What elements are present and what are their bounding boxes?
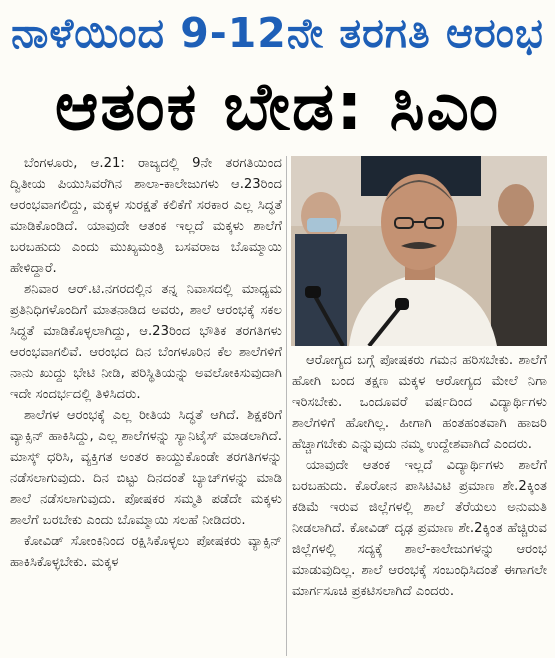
article-paragraph: ಬೆಂಗಳೂರು, ಆ.21: ರಾಜ್ಯದಲ್ಲಿ 9ನೇ ತರಗತಿಯಿಂದ ದ್ವಿತೀಯ ಪಿಯುಸಿವರೆಗಿನ ಶಾಲಾ-ಕಾಲೇಜುಗಳು ಆ.23ರಿಂದ ಆರಂಭವಾಗಲಿದ್ದು, ಮಕ್ಕಳ ಸುರಕ್ಷತೆ ಕಲಿಕೆಗೆ ಸರಕಾರ ಎಲ್ಲ ಸಿದ್ಧತೆ ಮಾಡಿಕೊಂಡಿದೆ. ಯಾವುದೇ ಆತಂಕ ಇಲ್ಲದೆ ಮಕ್ಕಳು ಶಾಲೆಗೆ ಬರಬಹುದು ಎಂದು ಮುಖ್ಯಮಂತ್ರಿ ಬಸವರಾಜ ಬೊಮ್ಮಾಯಿ ಹೇಳಿದ್ದಾರೆ. — [10, 156, 282, 276]
article-paragraph: ಕೋವಿಡ್ ಸೋಂಕಿನಿಂದ ರಕ್ಷಿಸಿಕೊಳ್ಳಲು ಪೋಷಕರು ವ್ಯಾಕ್ಸಿನ್ ಹಾಕಿಸಿಕೊಳ್ಳಬೇಕು. ಮಕ್ಕಳ — [10, 534, 282, 570]
kicker-headline: ನಾಳೆಯಿಂದ 9-12ನೇ ತರಗತಿ ಆರಂಭ — [11, 9, 544, 57]
article-paragraph: ಯಾವುದೇ ಆತಂಕ ಇಲ್ಲದೆ ವಿದ್ಯಾರ್ಥಿಗಳು ಶಾಲೆಗೆ ಬರಬಹುದು. ಕೊರೋನ ಪಾಸಿಟಿವಿಟಿ ಪ್ರಮಾಣ ಶೇ.2ಕ್ಕಿಂತ ಕಡಿಮೆ ಇರುವ ಜಿಲ್ಲೆಗಳಲ್ಲಿ ಶಾಲೆ ತೆರೆಯಲು ಅನುಮತಿ ನೀಡಲಾಗಿದೆ. ಕೋವಿಡ್ ದೃಢ ಪ್ರಮಾಣ ಶೇ.2ಕ್ಕಿಂತ ಹೆಚ್ಚಿರುವ ಜಿಲ್ಲೆಗಳಲ್ಲಿ ಸದ್ಯಕ್ಕೆ ಶಾಲೆ-ಕಾಲೇಜುಗಳನ್ನು ಆರಂಭ ಮಾಡುವುದಿಲ್ಲ. ಶಾಲೆ ಆರಂಭಕ್ಕೆ ಸಂಬಂಧಿಸಿದಂತೆ ಈಗಾಗಲೇ ಮಾರ್ಗಸೂಚಿ ಪ್ರಕಟಿಸಲಾಗಿದೆ ಎಂದರು. — [292, 458, 547, 599]
article-paragraph: ಶಾಲೆಗಳ ಆರಂಭಕ್ಕೆ ಎಲ್ಲ ರೀತಿಯ ಸಿದ್ಧತೆ ಆಗಿದೆ. ಶಿಕ್ಷಕರಿಗೆ ವ್ಯಾಕ್ಸಿನ್ ಹಾಕಿಸಿದ್ದು, ಎಲ್ಲ ಶಾಲೆಗಳನ್ನು ಸ್ಯಾನಿಟೈಸ್ ಮಾಡಲಾಗಿದೆ. ಮಾಸ್ಕ್ ಧರಿಸಿ, ವ್ಯಕ್ತಿಗತ ಅಂತರ ಕಾಯ್ದುಕೊಂಡೇ ತರಗತಿಗಳನ್ನು ನಡೆಸಲಾಗುವುದು. ದಿನ ಬಿಟ್ಟು ದಿನದಂತೆ ಬ್ಯಾಚ್‌ಗಳನ್ನು ಮಾಡಿ ಶಾಲೆ ನಡೆಸಲಾಗುವುದು. ಪೋಷಕರ ಸಮ್ಮತಿ ಪಡೆದೇ ಮಕ್ಕಳು ಶಾಲೆಗೆ ಬರಬೇಕು ಎಂದು ಬೊಮ್ಮಾಯಿ ಸಲಹೆ ನೀಡಿದರು. — [10, 408, 282, 528]
column-divider — [286, 156, 287, 656]
article-left-column — [10, 153, 282, 658]
article-paragraph: ಆರೋಗ್ಯದ ಬಗ್ಗೆ ಪೋಷಕರು ಗಮನ ಹರಿಸಬೇಕು. ಶಾಲೆಗೆ ಹೋಗಿ ಬಂದ ತಕ್ಷಣ ಮಕ್ಕಳ ಆರೋಗ್ಯದ ಮೇಲೆ ನಿಗಾ ಇರಿಸಬೇಕು. ಒಂದೂವರೆ ವರ್ಷದಿಂದ ವಿದ್ಯಾರ್ಥಿಗಳು ಶಾಲೆಗಳಿಗೆ ಹೋಗಿಲ್ಲ. ಹೀಗಾಗಿ ಹಂತಹಂತವಾಗಿ ಹಾಜರಿ ಹೆಚ್ಚಾಗಬೇಕು ಎನ್ನುವುದು ನಮ್ಮ ಉದ್ದೇಶವಾಗಿದೆ ಎಂದರು. — [292, 353, 547, 452]
main-headline: ಆತಂಕ ಬೇಡ: ಸಿಎಂ — [54, 68, 501, 145]
cm-photo — [291, 156, 547, 346]
article-right-column — [292, 350, 547, 658]
article-paragraph: ಶನಿವಾರ ಆರ್.ಟಿ.ನಗರದಲ್ಲಿನ ತನ್ನ ನಿವಾಸದಲ್ಲಿ ಮಾಧ್ಯಮ ಪ್ರತಿನಿಧಿಗಳೊಂದಿಗೆ ಮಾತನಾಡಿದ ಅವರು, ಶಾಲೆ ಆರಂಭಕ್ಕೆ ಸಕಲ ಸಿದ್ಧತೆ ಮಾಡಿಕೊಳ್ಳಲಾಗಿದ್ದು, ಆ.23ರಿಂದ ಭೌತಿಕ ತರಗತಿಗಳು ಆರಂಭವಾಗಲಿವೆ. ಆರಂಭದ ದಿನ ಬೆಂಗಳೂರಿನ ಕೆಲ ಶಾಲೆಗಳಿಗೆ ನಾನು ಖುದ್ದು ಭೇಟಿ ನೀಡಿ, ಪರಿಸ್ಥಿತಿಯನ್ನು ಅವಲೋಕಿಸುವುದಾಗಿ ಇದೇ ಸಂದರ್ಭದಲ್ಲಿ ತಿಳಿಸಿದರು. — [10, 282, 282, 402]
